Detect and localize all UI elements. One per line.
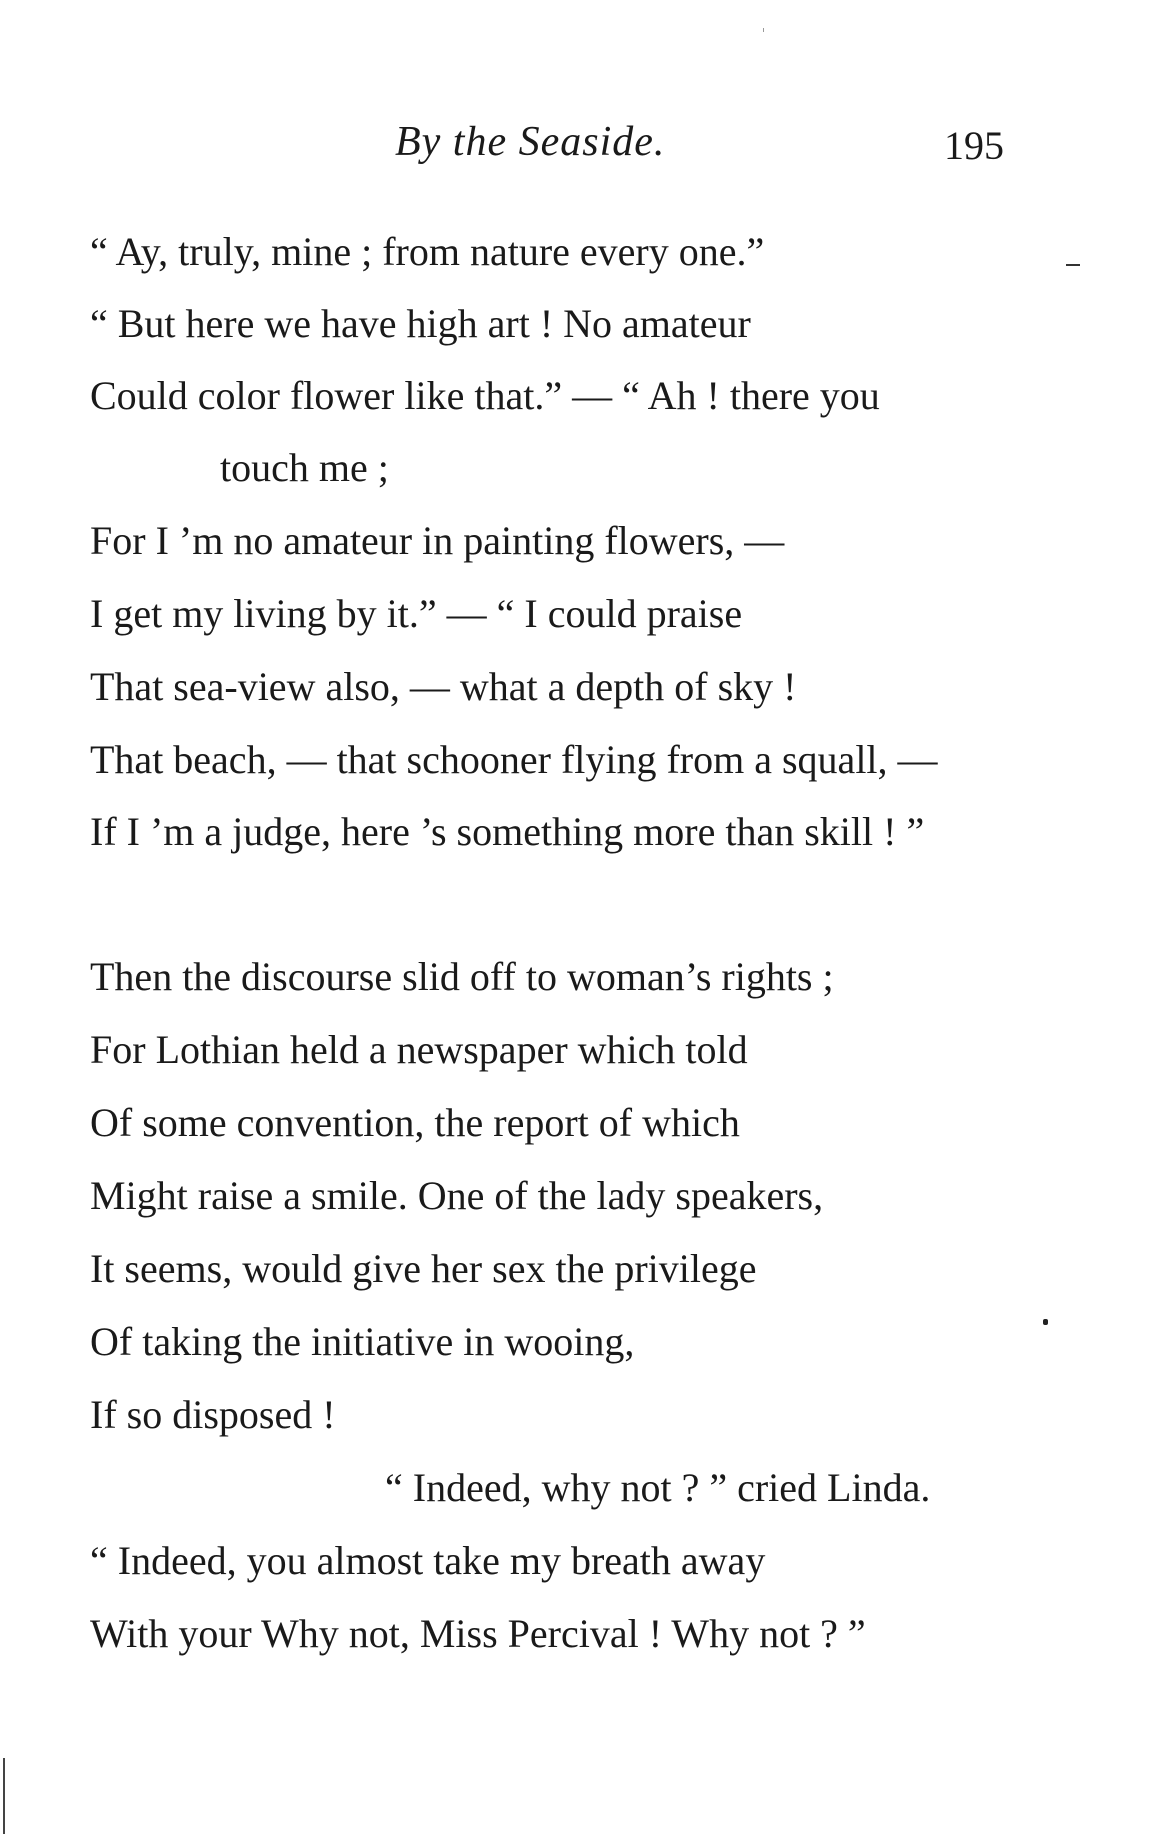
verse-line: It seems, would give her sex the privilege (90, 1246, 757, 1291)
verse-line: touch me ; (220, 445, 389, 490)
scan-edge-line (3, 1758, 5, 1834)
verse-line: “ Indeed, why not ? ” cried Linda. (385, 1465, 931, 1510)
verse-line: That beach, — that schooner flying from a squall, — (90, 737, 938, 782)
verse-line: “ Ay, truly, mine ; from nature every one.” (90, 229, 765, 274)
verse-line: “ But here we have high art ! No amateur (90, 301, 751, 346)
verse-line: For Lothian held a newspaper which told (90, 1027, 748, 1072)
verse-line: I get my living by it.” — “ I could praise (90, 591, 743, 636)
page-number: 195 (944, 123, 1004, 168)
verse-line: Of some convention, the report of which (90, 1100, 740, 1145)
verse-line: That sea-view also, — what a depth of sky ! (90, 664, 797, 709)
verse-line: If so disposed ! (90, 1392, 336, 1437)
verse-line: Of taking the initiative in wooing, (90, 1319, 635, 1364)
margin-dash-mark (1066, 264, 1080, 266)
margin-dot-mark (1043, 1319, 1048, 1325)
verse-line: Then the discourse slid off to woman’s rights ; (90, 954, 834, 999)
verse-line: Might raise a smile. One of the lady speakers, (90, 1173, 824, 1218)
verse-line: Could color flower like that.” — “ Ah ! there you (90, 373, 880, 418)
scan-speck (763, 28, 764, 32)
verse-line: “ Indeed, you almost take my breath away (90, 1538, 766, 1583)
verse-line: If I ’m a judge, here ’s something more than skill ! ” (90, 809, 925, 854)
verse-line: With your Why not, Miss Percival ! Why not ? ” (90, 1611, 866, 1656)
running-title: By the Seaside. (395, 119, 666, 165)
verse-line: For I ’m no amateur in painting flowers, — (90, 518, 785, 563)
